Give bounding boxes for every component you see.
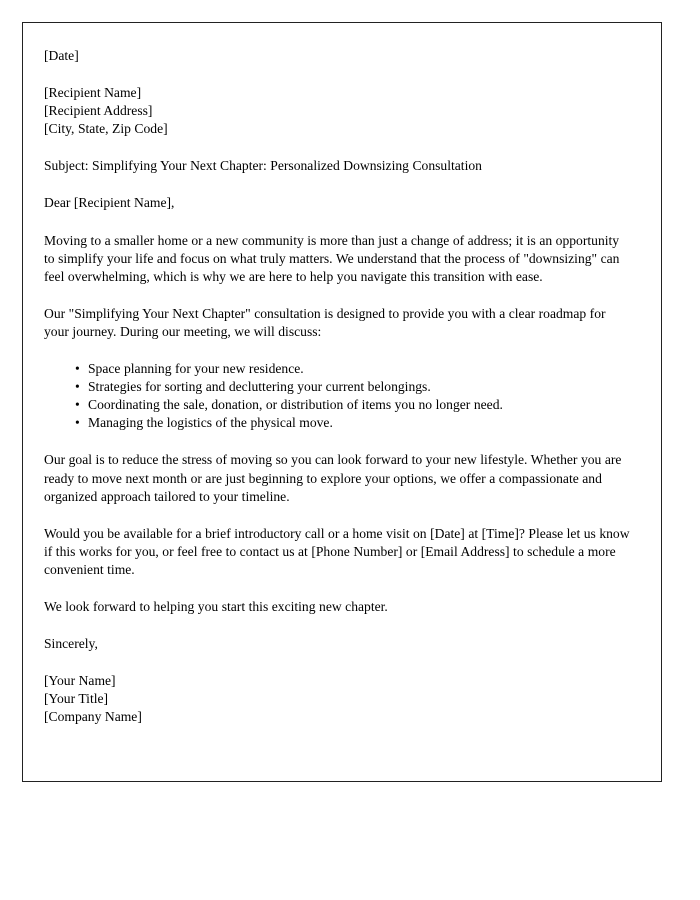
letter-content <box>44 47 630 726</box>
signature-name: [Your Name] <box>44 673 116 689</box>
signature-block <box>44 672 630 726</box>
recipient-name: [Recipient Name] <box>44 85 142 101</box>
paragraph-call-to-action: Would you be available for a brief introductory call or a home visit on [Date] at [Time]? Please let us know if this works for you, or feel free to contact us at [Phone Number] or [Email Address] to schedule a more convenient time. <box>44 525 630 577</box>
paragraph-consultation: Our "Simplifying Your Next Chapter" consultation is designed to provide you with a clear roadmap for your journey. During our meeting, we will discuss: <box>44 305 606 339</box>
list-item-label: Managing the logistics of the physical move. <box>88 415 333 431</box>
list-item-label: Coordinating the sale, donation, or distribution of items you no longer need. <box>88 397 503 413</box>
sign-off-block <box>44 635 630 653</box>
list-item-label: Space planning for your new residence. <box>88 361 304 377</box>
salutation: Dear [Recipient Name], <box>44 195 175 211</box>
sign-off: Sincerely, <box>44 636 98 652</box>
subject-line: Subject: Simplifying Your Next Chapter: Personalized Downsizing Consultation <box>44 158 482 174</box>
signature-company: [Company Name] <box>44 709 142 725</box>
recipient-city-state-zip: [City, State, Zip Code] <box>44 121 168 137</box>
list-item <box>44 396 630 414</box>
date-placeholder: [Date] <box>44 48 79 63</box>
letter-page <box>22 22 662 782</box>
paragraph-intro: Moving to a smaller home or a new community is more than just a change of address; it is an opportunity to simplify your life and focus on what truly matters. We understand that the process of "downsizing" can feel overwhelming, which is why we are here to help you navigate this transition with ease. <box>44 232 620 284</box>
paragraph-goal: Our goal is to reduce the stress of moving so you can look forward to your new lifestyle. Whether you are ready to move next month or are just beginning to explore your options, we offer a compassionate and organized approach tailored to your timeline. <box>44 452 622 504</box>
bullet-point-icon: • <box>75 361 80 377</box>
recipient-address-block <box>44 84 630 138</box>
date-block <box>44 47 630 65</box>
recipient-address: [Recipient Address] <box>44 103 153 119</box>
services-bullet-list <box>44 360 630 432</box>
list-item <box>44 378 630 396</box>
list-item-label: Strategies for sorting and decluttering your current belongings. <box>88 379 431 395</box>
subject-block <box>44 157 630 175</box>
closing-statement-block <box>44 598 630 616</box>
bullet-point-icon: • <box>75 415 80 431</box>
salutation-block <box>44 194 630 212</box>
signature-title: [Your Title] <box>44 691 109 707</box>
list-item <box>44 414 630 432</box>
list-item <box>44 360 630 378</box>
bullet-point-icon: • <box>75 397 80 413</box>
bullet-point-icon: • <box>75 379 80 395</box>
closing-statement: We look forward to helping you start this exciting new chapter. <box>44 598 388 614</box>
